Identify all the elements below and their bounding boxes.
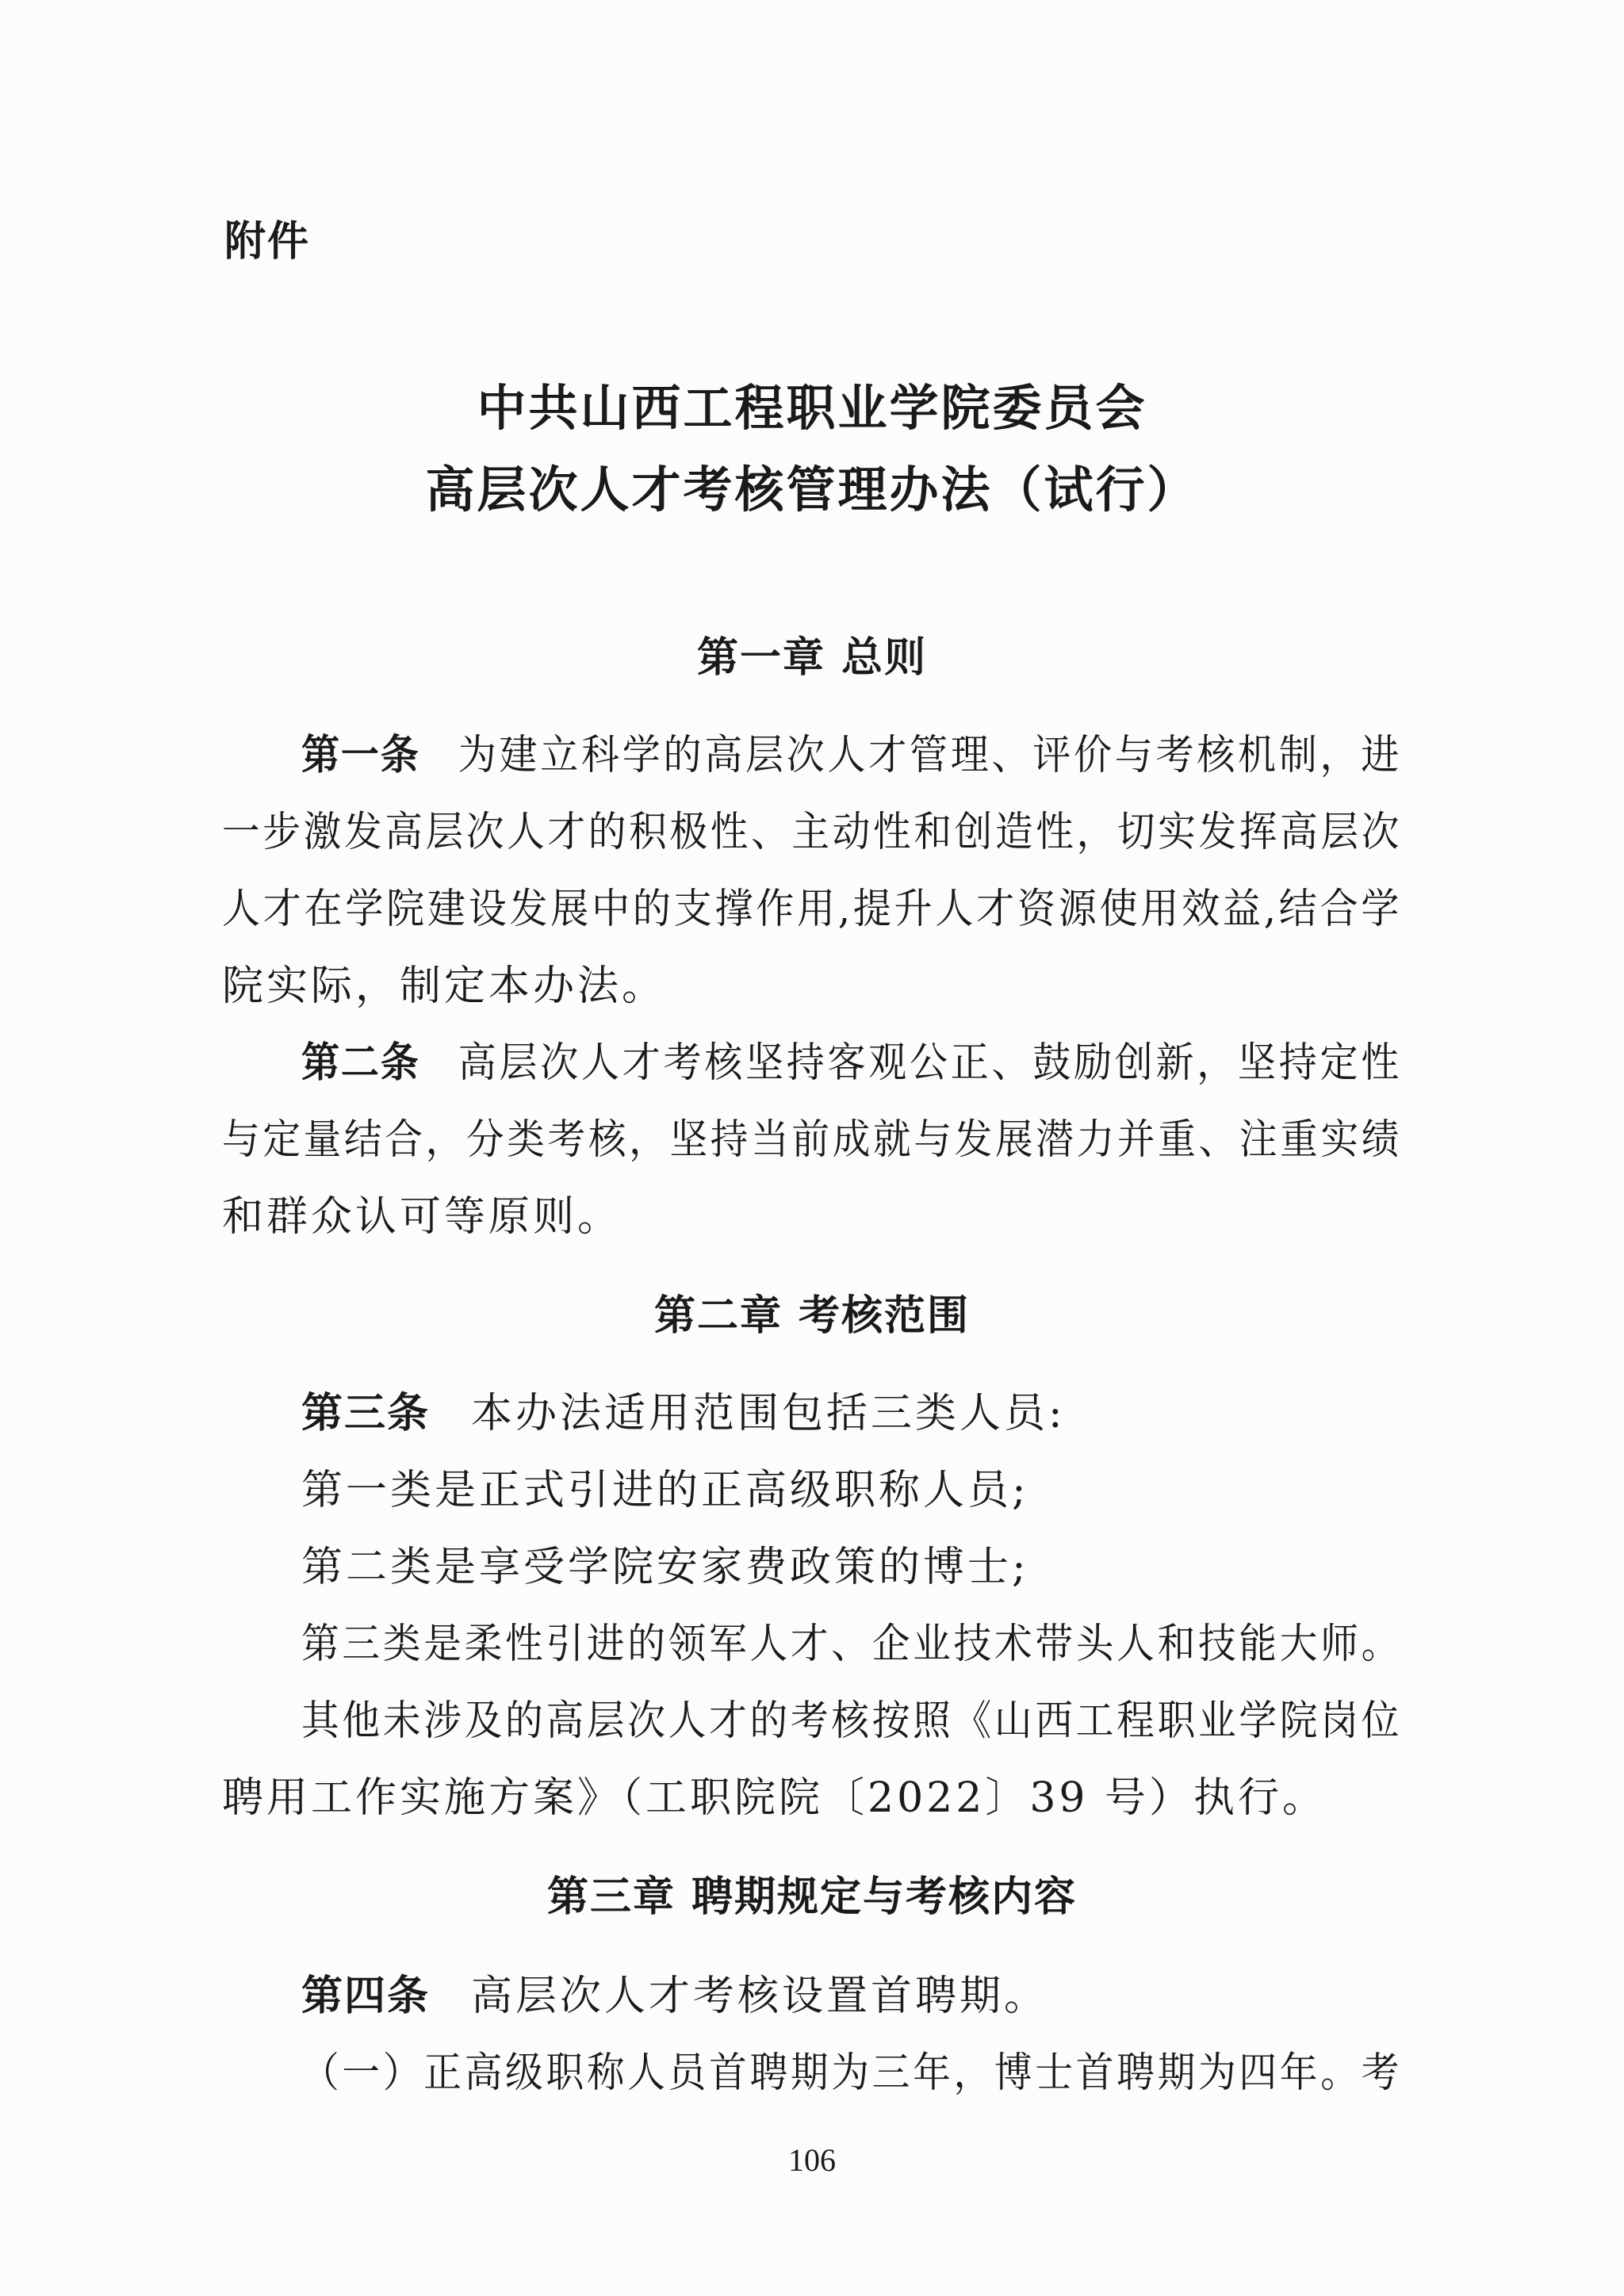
article-1-line-4: 院实际，制定本办法。: [222, 962, 667, 1010]
article-2-line-1: [301, 1035, 1402, 1091]
attachment-label: 附件: [224, 218, 311, 266]
article-4-text-1: 高层次人才考核设置首聘期。: [471, 1973, 1049, 2020]
article-3-line-2: 第一类是正式引进的正高级职称人员;: [301, 1467, 1029, 1514]
article-2-label: 第二条: [301, 1039, 420, 1087]
article-2-line-2: 与定量结合，分类考核，坚持当前成就与发展潜力并重、注重实绩: [222, 1116, 1403, 1164]
article-3-line-4: 第三类是柔性引进的领军人才、企业技术带头人和技能大师。: [301, 1621, 1403, 1668]
article-1-line-3: 人才在学院建设发展中的支撑作用,提升人才资源使用效益,结合学: [222, 886, 1403, 933]
article-3-line-6: 聘用工作实施方案》（工职院院〔2022〕39 号）执行。: [222, 1774, 1327, 1822]
article-3-line-1: [301, 1386, 1066, 1441]
article-1-label: 第一条: [301, 732, 420, 779]
article-4-line-1: [301, 1969, 1048, 2024]
article-3-text-1: 本办法适用范围包括三类人员:: [471, 1390, 1066, 1437]
article-3-line-5: 其他未涉及的高层次人才的考核按照《山西工程职业学院岗位: [301, 1697, 1403, 1745]
article-2-text-1: 高层次人才考核坚持客观公正、鼓励创新，坚持定性: [458, 1039, 1403, 1087]
chapter-heading-2: 第二章 考核范围: [653, 1292, 971, 1340]
article-2-line-3: 和群众认可等原则。: [222, 1193, 622, 1241]
document-title-line-1: 中共山西工程职业学院委员会: [477, 379, 1147, 437]
chapter-heading-3: 第三章 聘期规定与考核内容: [546, 1873, 1078, 1921]
article-3-line-3: 第二类是享受学院安家费政策的博士;: [301, 1544, 1029, 1591]
article-4-line-2: （一）正高级职称人员首聘期为三年，博士首聘期为四年。考: [301, 2049, 1403, 2097]
chapter-heading-1: 第一章 总则: [696, 634, 928, 682]
article-1-line-1: [301, 728, 1402, 783]
document-title-line-2: 高层次人才考核管理办法（试行）: [425, 461, 1199, 519]
article-1-text-1: 为建立科学的高层次人才管理、评价与考核机制，进: [458, 732, 1403, 779]
article-1-line-2: 一步激发高层次人才的积极性、主动性和创造性，切实发挥高层次: [222, 809, 1403, 856]
article-3-label: 第三条: [301, 1390, 431, 1437]
page-number: 106: [788, 2142, 836, 2178]
article-4-label: 第四条: [301, 1973, 431, 2020]
